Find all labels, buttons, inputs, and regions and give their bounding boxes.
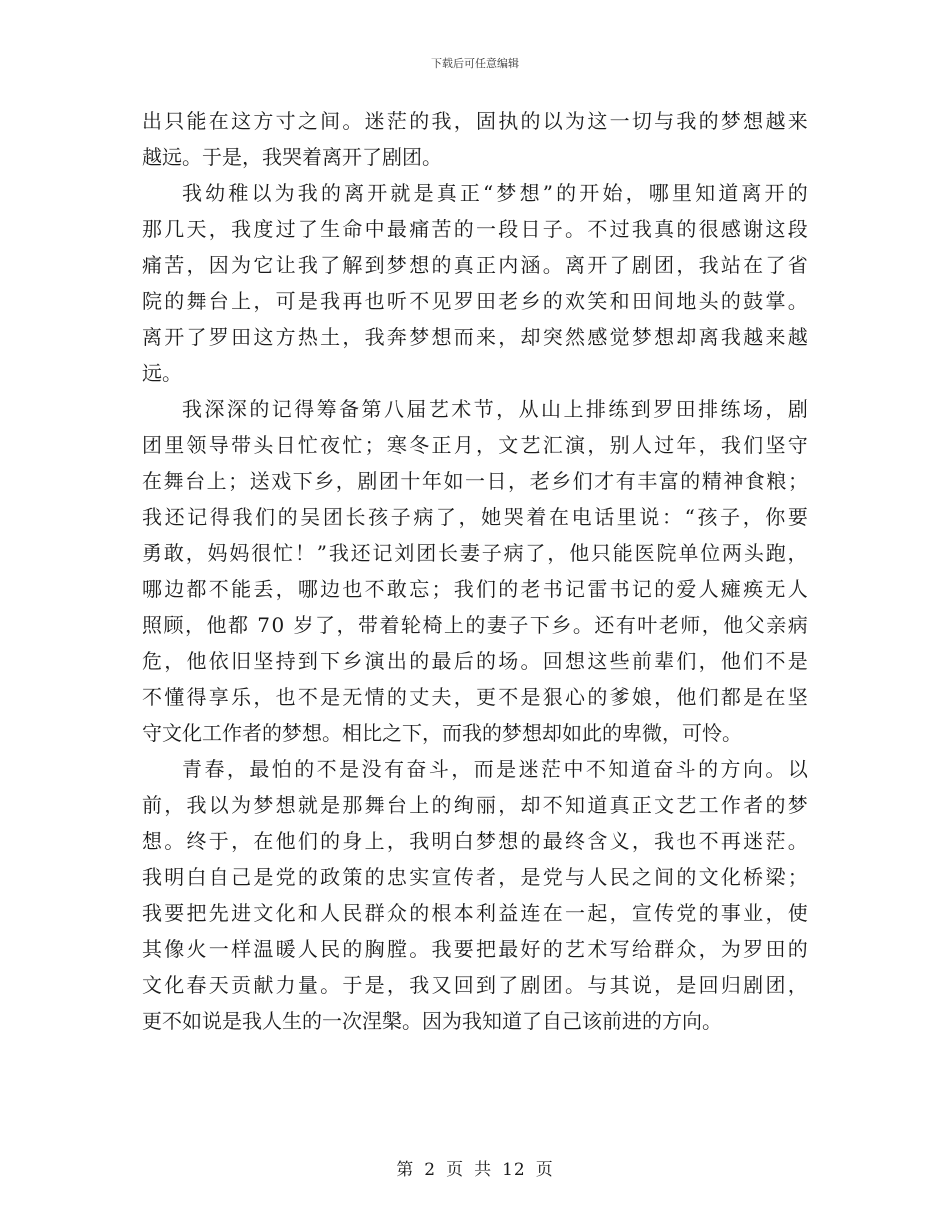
- text-line: 远。: [142, 361, 182, 385]
- text-line: 想 。 终 于 ， 在 他 们 的 身 上 ， 我 明 白 梦 想 的 最 终 含 义 ， 我 也 不 再 迷 茫 。: [142, 829, 808, 853]
- page-number-footer: [0, 1155, 950, 1180]
- text-line: 青 春 ， 最 怕 的 不 是 没 有 奋 斗 ， 而 是 迷 茫 中 不 知 道 奋 斗 的 方 向 。 以: [182, 757, 808, 781]
- text-line: 院 的 舞 台 上 ， 可 是 我 再 也 听 不 见 罗 田 老 乡 的 欢 笑 和 田 间 地 头 的 鼓 掌 。: [142, 289, 808, 313]
- text-line: 我 还 记 得 我 们 的 吴 团 长 孩 子 病 了 ， 她 哭 着 在 电 话 里 说 ： “ 孩 子 ， 你 要: [142, 505, 808, 529]
- text-line: 哪 边 都 不 能 丢 ， 哪 边 也 不 敢 忘 ； 我 们 的 老 书 记 雷 书 记 的 爱 人 瘫 痪 无 人: [142, 577, 808, 601]
- footer-total-pages: 12: [502, 1160, 526, 1180]
- footer-page-word: 页: [446, 1160, 465, 1180]
- text-line: 那 几 天 ， 我 度 过 了 生 命 中 最 痛 苦 的 一 段 日 子 。 不 过 我 真 的 很 感 谢 这 段: [142, 217, 808, 241]
- text-line: 越远。于是，我哭着离开了剧团。: [142, 145, 442, 169]
- text-line: 不 懂 得 享 乐 ， 也 不 是 无 情 的 丈 夫 ， 更 不 是 狠 心 的 爹 娘 ， 他 们 都 是 在 坚: [142, 685, 808, 709]
- text-line: 在 舞 台 上 ； 送 戏 下 乡 ， 剧 团 十 年 如 一 日 ， 老 乡 们 才 有 丰 富 的 精 神 食 粮 ；: [142, 469, 808, 493]
- text-line: 文 化 春 天 贡 献 力 量 。 于 是 ， 我 又 回 到 了 剧 团 。 与 其 说 ， 是 回 归 剧 团 ，: [142, 973, 808, 997]
- text-line: 前 ， 我 以 为 梦 想 就 是 那 舞 台 上 的 绚 丽 ， 却 不 知 道 真 正 文 艺 工 作 者 的 梦: [142, 793, 808, 817]
- text-line: 团 里 领 导 带 头 日 忙 夜 忙 ； 寒 冬 正 月 ， 文 艺 汇 演 ， 别 人 过 年 ， 我 们 坚 守: [142, 433, 808, 457]
- text-line: 守文化工作者的梦想。相比之下，而我的梦想却如此的卑微，可怜。: [142, 721, 742, 745]
- text-line: 我 明 白 自 己 是 党 的 政 策 的 忠 实 宣 传 者 ， 是 党 与 人 民 之 间 的 文 化 桥 梁 ；: [142, 865, 808, 889]
- text-line: 离 开 了 罗 田 这 方 热 土 ， 我 奔 梦 想 而 来 ， 却 突 然 感 觉 梦 想 却 离 我 越 来 越: [142, 325, 808, 349]
- text-line: 我 要 把 先 进 文 化 和 人 民 群 众 的 根 本 利 益 连 在 一 起 ， 宣 传 党 的 事 业 ， 使: [142, 901, 808, 925]
- text-line: 危 ， 他 依 旧 坚 持 到 下 乡 演 出 的 最 后 的 场 。 回 想 这 些 前 辈 们 ， 他 们 不 是: [142, 649, 808, 673]
- text-line: 我 深 深 的 记 得 筹 备 第 八 届 艺 术 节 ， 从 山 上 排 练 到 罗 田 排 练 场 ， 剧: [182, 397, 808, 421]
- footer-current-page: 2: [424, 1160, 437, 1180]
- text-line: 勇 敢 ， 妈 妈 很 忙 ！ ” 我 还 记 刘 团 长 妻 子 病 了 ， 他 只 能 医 院 单 位 两 头 跑 ，: [142, 541, 808, 565]
- text-line: 更不如说是我人生的一次涅槃。因为我知道了自己该前进的方向。: [142, 1009, 722, 1033]
- page-header-note: 下载后可任意编辑: [431, 57, 519, 70]
- footer-total-word: 共: [474, 1160, 493, 1180]
- text-line: 其 像 火 一 样 温 暖 人 民 的 胸 膛 。 我 要 把 最 好 的 艺 术 写 给 群 众 ， 为 罗 田 的: [142, 937, 808, 961]
- document-body: [142, 103, 808, 1039]
- text-line: 痛 苦 ， 因 为 它 让 我 了 解 到 梦 想 的 真 正 内 涵 。 离 开 了 剧 团 ， 我 站 在 了 省: [142, 253, 808, 277]
- footer-prefix: 第: [396, 1160, 415, 1180]
- text-line: 出 只 能 在 这 方 寸 之 间 。 迷 茫 的 我 ， 固 执 的 以 为 这 一 切 与 我 的 梦 想 越 来: [142, 109, 808, 133]
- text-line: 照 顾 ， 他 都 7 0 岁 了 ， 带 着 轮 椅 上 的 妻 子 下 乡 。 还 有 叶 老 师 ， 他 父 亲 病: [142, 613, 808, 637]
- text-line: 我 幼 稚 以 为 我 的 离 开 就 是 真 正 “ 梦 想 ” 的 开 始 ， 哪 里 知 道 离 开 的: [182, 181, 808, 205]
- footer-suffix: 页: [535, 1160, 554, 1180]
